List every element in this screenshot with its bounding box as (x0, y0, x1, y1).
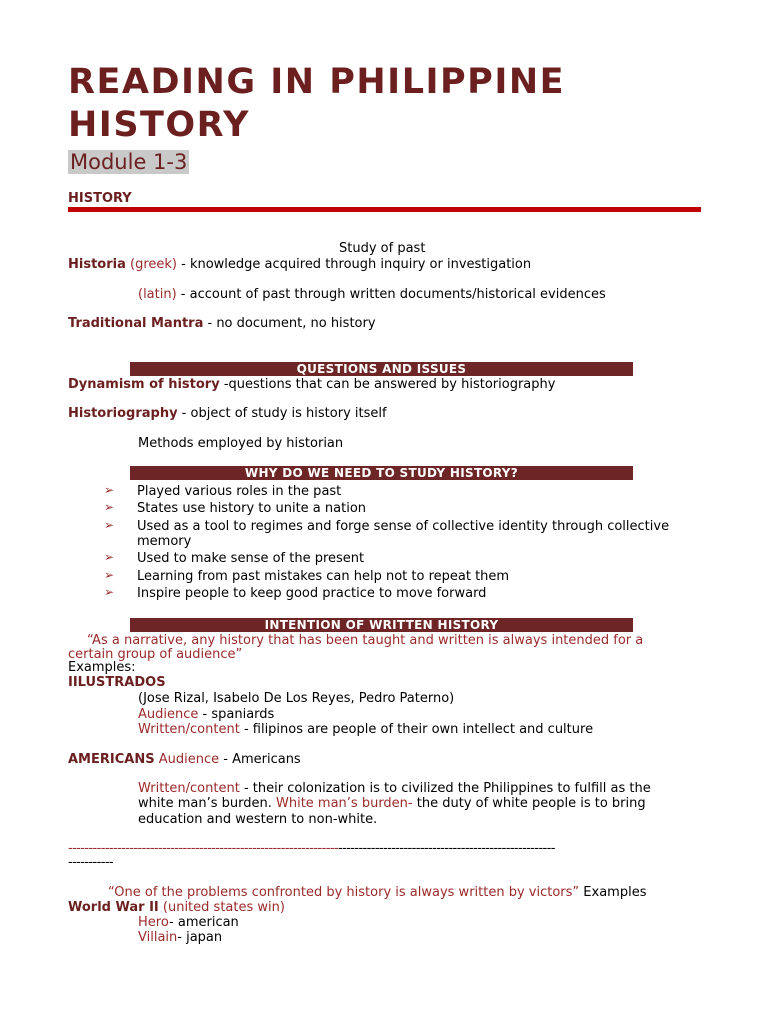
written-label: Written/content (138, 781, 240, 796)
section-label: HISTORY (68, 191, 132, 206)
historiography-term: Historiography (68, 406, 178, 421)
why-item: States use history to unite a nation (137, 501, 367, 516)
written-value: white man’s burden. (138, 796, 276, 811)
hero-line (138, 915, 239, 930)
hero-label: Hero (138, 915, 170, 930)
ww2-note: (united states win) (158, 900, 285, 915)
arrowhead-bullet-icon: ➢ (104, 585, 115, 599)
dynamism-line (68, 377, 555, 392)
methods-line: Methods employed by historian (138, 436, 344, 451)
villain-label: Villain (138, 930, 178, 945)
greek-definition: - knowledge acquired through inquiry or investigation (176, 257, 532, 272)
greek-label: (greek) (130, 257, 177, 272)
audience-label: Audience (138, 707, 199, 722)
page-title-line1: READING IN PHILIPPINE (68, 62, 566, 102)
ilustrados-heading: IILUSTRADOS (68, 675, 166, 690)
historiography-line (68, 406, 387, 421)
why-item: Inspire people to keep good practice to move forward (137, 586, 487, 601)
study-of-past: Study of past (339, 241, 426, 256)
victors-examples: Examples (579, 885, 647, 900)
mantra-term: Traditional Mantra (68, 316, 204, 331)
why-item: Used to make sense of the present (137, 551, 365, 566)
audience-label: Audience (158, 752, 220, 767)
arrowhead-bullet-icon: ➢ (104, 518, 115, 532)
ww2-heading: World War II (68, 900, 159, 915)
americans-written-line2 (138, 796, 646, 811)
ilustrados-audience (138, 707, 274, 722)
divider-red-part: ------------------------------------------------------------------ (68, 841, 339, 856)
ilustrados-names: (Jose Rizal, Isabelo De Los Reyes, Pedro Paterno) (138, 691, 455, 706)
latin-definition: - account of past through written documents/historical evidences (176, 287, 606, 302)
dashed-divider (68, 841, 555, 856)
questions-header: QUESTIONS AND ISSUES (130, 362, 633, 376)
divider-black-part: ----------------------------------------------------- (338, 841, 555, 856)
mantra-definition: - no document, no history (203, 316, 376, 331)
americans-line (68, 752, 301, 767)
intention-quote-line1: “As a narrative, any history that has been taught and written is always intended for a (87, 633, 644, 648)
written-value: - filipinos are people of their own intellect and culture (239, 722, 594, 737)
audience-value: - Americans (219, 752, 301, 767)
americans-written-line1 (138, 781, 651, 796)
ww2-line (68, 900, 285, 915)
latin-line (138, 287, 606, 302)
historia-term: Historia (68, 257, 126, 272)
villain-value: - japan (177, 930, 223, 945)
americans-heading: AMERICANS (68, 752, 155, 767)
americans-written-line3: education and western to non-white. (138, 812, 378, 827)
dynamism-definition: -questions that can be answered by historiography (219, 377, 556, 392)
ilustrados-written (138, 722, 593, 737)
latin-label: (latin) (138, 287, 177, 302)
arrowhead-bullet-icon: ➢ (104, 483, 115, 497)
arrowhead-bullet-icon: ➢ (104, 500, 115, 514)
victors-quote: “One of the problems confronted by history is always written by victors” (108, 885, 580, 900)
why-item: Learning from past mistakes can help not to repeat them (137, 569, 510, 584)
mantra-line (68, 316, 376, 331)
page-title-line2: HISTORY (68, 105, 251, 145)
written-value: - their colonization is to civilized the Philippines to fulfill as the (239, 781, 651, 796)
intention-quote-line2: certain group of audience” (68, 647, 243, 662)
victors-line (108, 885, 646, 900)
why-item-continued: memory (137, 534, 192, 549)
white-burden-label: White man’s burden- (275, 796, 413, 811)
module-subtitle: Module 1-3 (70, 150, 188, 174)
white-burden-definition: the duty of white people is to bring (412, 796, 646, 811)
hero-value: - american (169, 915, 239, 930)
dynamism-term: Dynamism of history (68, 377, 220, 392)
intention-header: INTENTION OF WRITTEN HISTORY (130, 618, 633, 632)
section-rule (68, 207, 701, 212)
why-item: Played various roles in the past (137, 484, 342, 499)
historia-line (68, 257, 531, 272)
audience-value: - spaniards (198, 707, 275, 722)
villain-line (138, 930, 222, 945)
why-header: WHY DO WE NEED TO STUDY HISTORY? (130, 466, 633, 480)
dashed-divider-line2: ----------- (68, 855, 114, 870)
examples-label: Examples: (68, 660, 136, 675)
historiography-definition: - object of study is history itself (177, 406, 387, 421)
arrowhead-bullet-icon: ➢ (104, 568, 115, 582)
arrowhead-bullet-icon: ➢ (104, 550, 115, 564)
written-label: Written/content (138, 722, 240, 737)
why-item: Used as a tool to regimes and forge sense of collective identity through collective (137, 519, 670, 534)
